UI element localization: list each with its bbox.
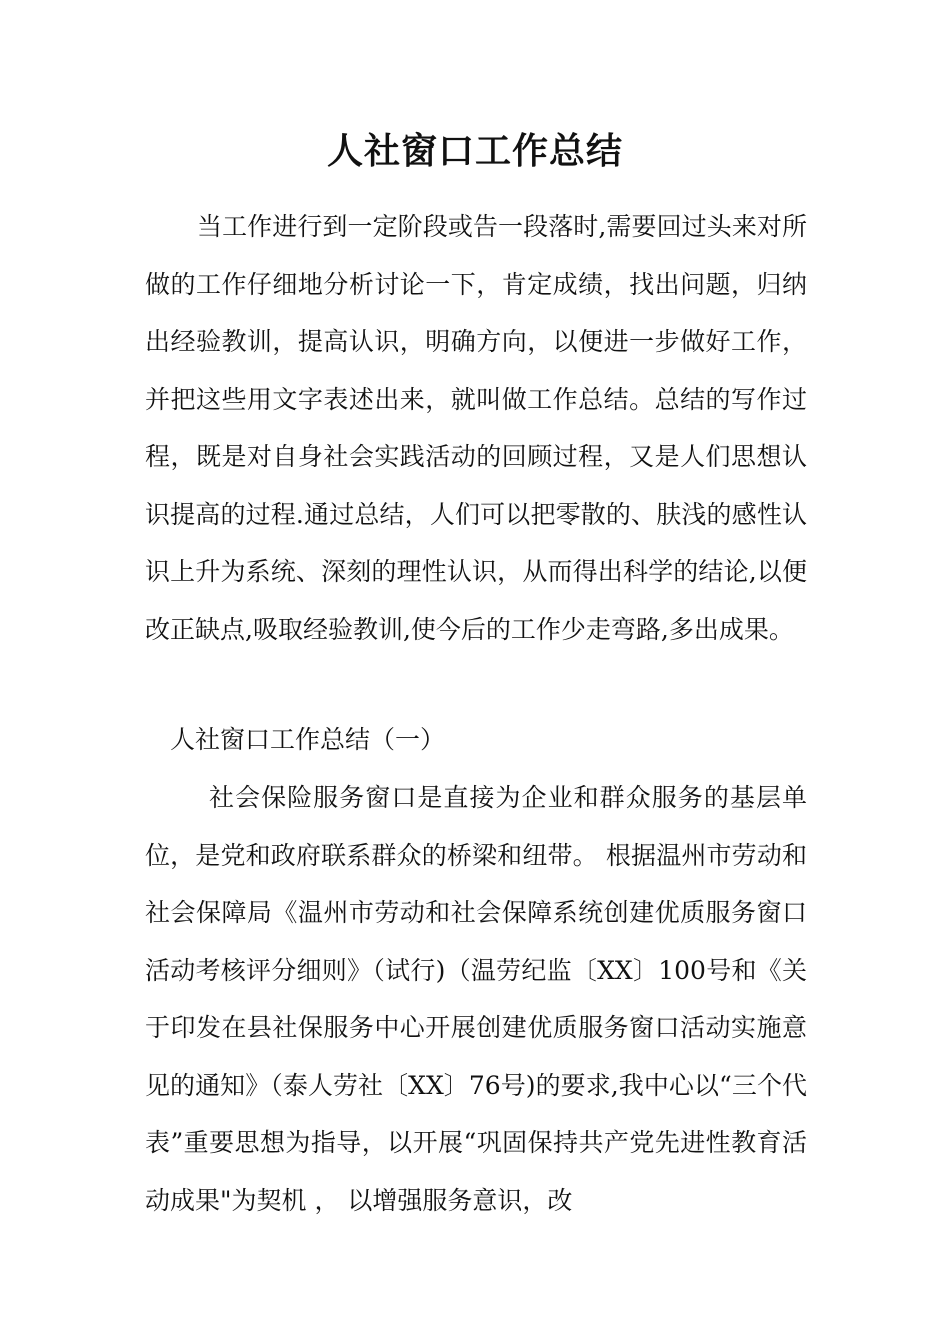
section-paragraph: 社会保险服务窗口是直接为企业和群众服务的基层单位，是党和政府联系群众的桥梁和纽带。 根据温州市劳动和社会保障局《温州市劳动和社会保障系统创建优质服务窗口活动考核评分细则》（试行)（温劳纪监〔XX〕100号和《关于印发在县社保服务中心开展创建优质服务窗口活动实施意见的通知》（泰人劳社〔XX〕76号)的要求,我中心以“三个代表”重要思想为指导，以开展“巩固保持共产党先进性教育活动成果"为契机 ， 以增强服务意识，改 [145, 783, 807, 1215]
document-title: 人社窗口工作总结 [326, 131, 623, 172]
section-heading: 人社窗口工作总结（一） [170, 725, 446, 754]
intro-paragraph: 当工作进行到一定阶段或告一段落时,需要回过头来对所做的工作仔细地分析讨论一下，肯定成绩，找出问题，归纳出经验教训，提高认识，明确方向，以便进一步做好工作，并把这些用文字表述出来，就叫做工作总结。总结的写作过程，既是对自身社会实践活动的回顾过程，又是人们思想认识提高的过程.通过总结，人们可以把零散的、肤浅的感性认识上升为系统、深刻的理性认识，从而得出科学的结论,以便改正缺点,吸取经验教训,使今后的工作少走弯路,多出成果。 [145, 212, 807, 644]
